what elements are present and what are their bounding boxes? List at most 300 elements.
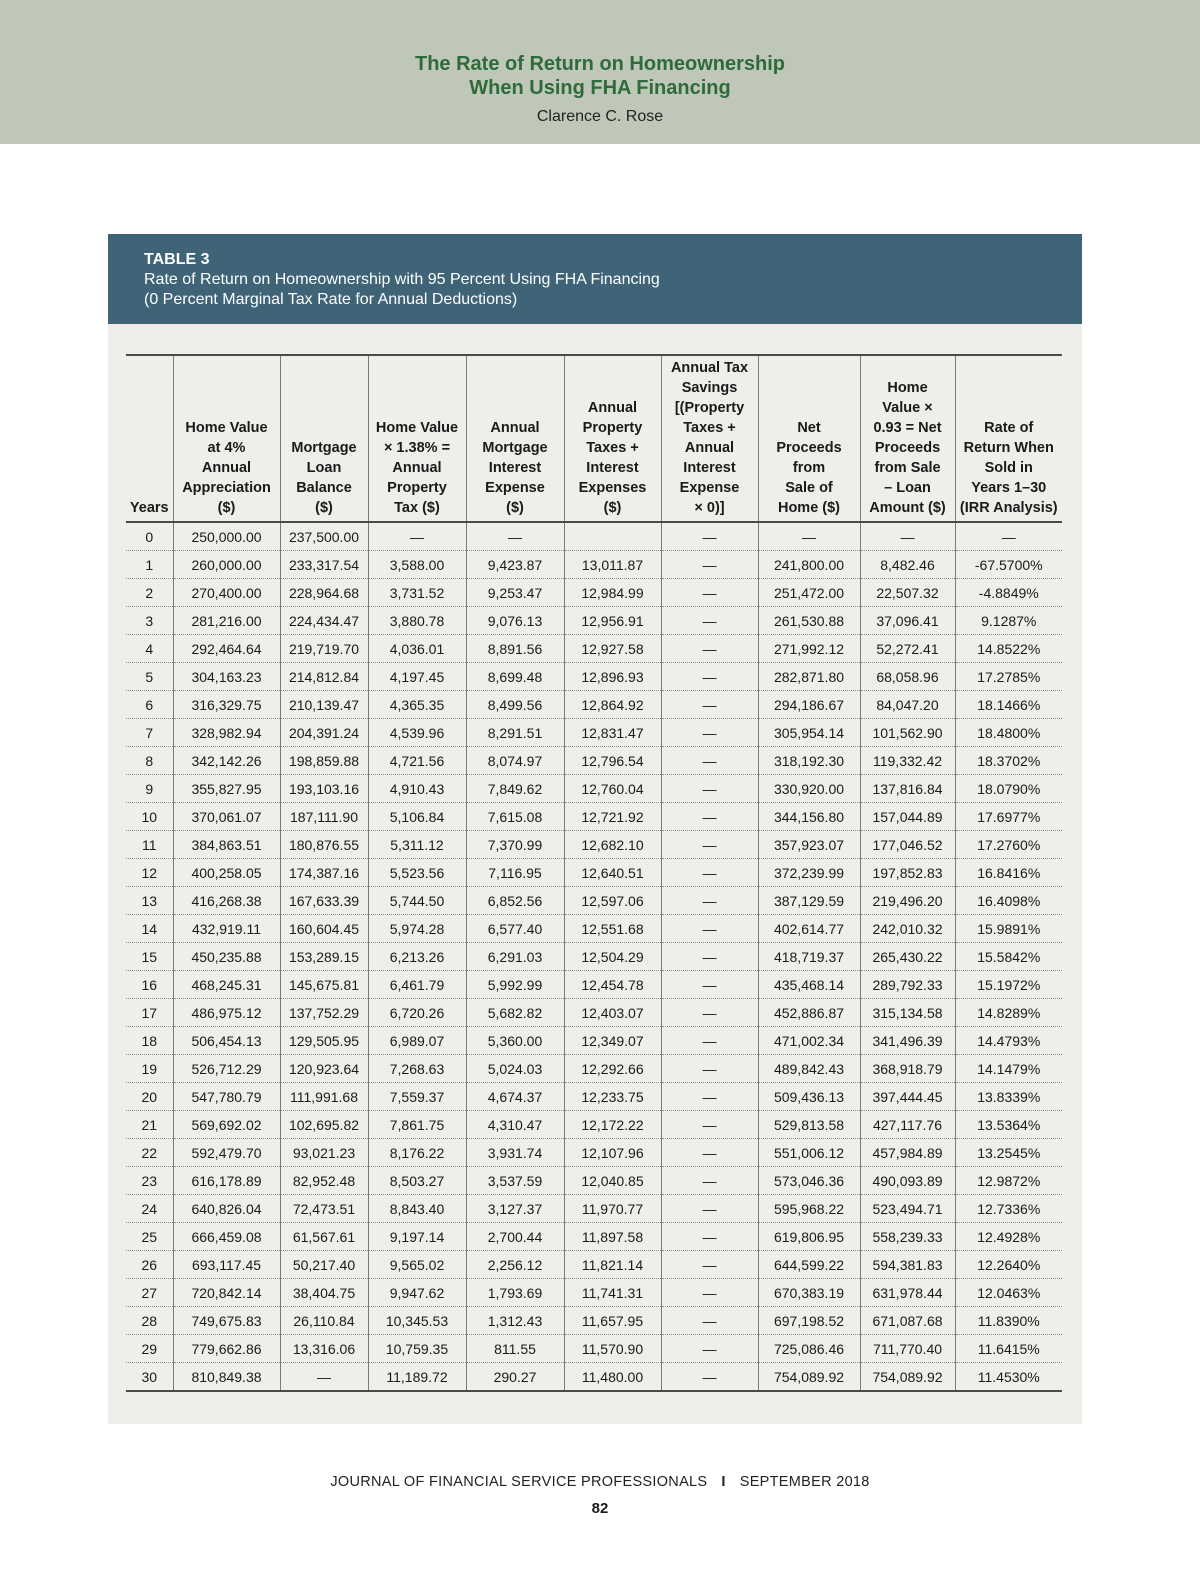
table-cell: 666,459.08 <box>173 1223 280 1251</box>
table-cell: 180,876.55 <box>280 831 368 859</box>
table-cell: 197,852.83 <box>860 859 955 887</box>
table-cell: 14.4793% <box>955 1027 1062 1055</box>
table-cell: 25 <box>126 1223 173 1251</box>
table-cell: — <box>661 1111 758 1139</box>
table-row <box>126 831 1062 859</box>
table-cell: — <box>661 943 758 971</box>
table-cell: 2,700.44 <box>466 1223 564 1251</box>
table-cell: 145,675.81 <box>280 971 368 999</box>
table-cell: 13.5364% <box>955 1111 1062 1139</box>
table-row <box>126 663 1062 691</box>
table-cell: 416,268.38 <box>173 887 280 915</box>
table-cell: 12,831.47 <box>564 719 661 747</box>
table-cell: 292,464.64 <box>173 635 280 663</box>
table-cell: 12,454.78 <box>564 971 661 999</box>
table-cell: 387,129.59 <box>758 887 860 915</box>
table-cell: 9,253.47 <box>466 579 564 607</box>
table-cell: 316,329.75 <box>173 691 280 719</box>
table-cell: 357,923.07 <box>758 831 860 859</box>
table-cell: 631,978.44 <box>860 1279 955 1307</box>
table-cell: — <box>661 1223 758 1251</box>
table-cell: 7,615.08 <box>466 803 564 831</box>
table-cell: 8,482.46 <box>860 551 955 579</box>
table-cell: 11 <box>126 831 173 859</box>
table-cell: 8,291.51 <box>466 719 564 747</box>
table-cell: 28 <box>126 1307 173 1335</box>
table-row <box>126 1335 1062 1363</box>
table-cell: 12,896.93 <box>564 663 661 691</box>
table-cell: 11,741.31 <box>564 1279 661 1307</box>
table-cell: 14.1479% <box>955 1055 1062 1083</box>
column-header: Rate of Return When Sold in Years 1–30 (IRR Analysis) <box>955 355 1062 522</box>
table-cell: 12,682.10 <box>564 831 661 859</box>
table-cell: 341,496.39 <box>860 1027 955 1055</box>
table-cell: 595,968.22 <box>758 1195 860 1223</box>
table-cell: 471,002.34 <box>758 1027 860 1055</box>
table-cell: 265,430.22 <box>860 943 955 971</box>
table-cell: 13.2545% <box>955 1139 1062 1167</box>
table-cell: 11,480.00 <box>564 1363 661 1392</box>
table-cell: 27 <box>126 1279 173 1307</box>
table-cell: 2 <box>126 579 173 607</box>
table-cell: 811.55 <box>466 1335 564 1363</box>
table-cell: — <box>661 579 758 607</box>
table-cell: 30 <box>126 1363 173 1392</box>
table-cell: 0 <box>126 522 173 551</box>
table-cell: 12,721.92 <box>564 803 661 831</box>
table-cell: 468,245.31 <box>173 971 280 999</box>
table-cell: 12,292.66 <box>564 1055 661 1083</box>
table-cell: 4,910.43 <box>368 775 466 803</box>
table-cell: 9,947.62 <box>368 1279 466 1307</box>
table-cell: 640,826.04 <box>173 1195 280 1223</box>
table-cell: 397,444.45 <box>860 1083 955 1111</box>
table-cell: 8,176.22 <box>368 1139 466 1167</box>
table-cell: 12,349.07 <box>564 1027 661 1055</box>
table-cell: — <box>661 915 758 943</box>
table-row <box>126 1055 1062 1083</box>
table-cell: 304,163.23 <box>173 663 280 691</box>
table-cell: 17.6977% <box>955 803 1062 831</box>
column-header: Annual Mortgage Interest Expense ($) <box>466 355 564 522</box>
table-cell: — <box>661 1279 758 1307</box>
table-cell: 594,381.83 <box>860 1251 955 1279</box>
table-cell: -4.8849% <box>955 579 1062 607</box>
page-footer <box>0 1474 1200 1490</box>
table-row <box>126 943 1062 971</box>
article-title-line-2: When Using FHA Financing <box>469 77 731 99</box>
table-cell: 457,984.89 <box>860 1139 955 1167</box>
table-cell: 12.4928% <box>955 1223 1062 1251</box>
column-header: Years <box>126 355 173 522</box>
table-cell: — <box>368 522 466 551</box>
table-row <box>126 635 1062 663</box>
table-cell: 4,310.47 <box>466 1111 564 1139</box>
table-cell: — <box>280 1363 368 1392</box>
table-cell: 129,505.95 <box>280 1027 368 1055</box>
table-cell: — <box>661 691 758 719</box>
table-cell <box>564 522 661 551</box>
table-cell: 219,496.20 <box>860 887 955 915</box>
table-cell: 17.2785% <box>955 663 1062 691</box>
table-cell: 8,503.27 <box>368 1167 466 1195</box>
table-cell: — <box>661 1307 758 1335</box>
table-cell: 160,604.45 <box>280 915 368 943</box>
table-cell: 29 <box>126 1335 173 1363</box>
table-cell: 72,473.51 <box>280 1195 368 1223</box>
table-cell: 12.2640% <box>955 1251 1062 1279</box>
table-cell: 282,871.80 <box>758 663 860 691</box>
table-cell: 18 <box>126 1027 173 1055</box>
table-cell: — <box>661 663 758 691</box>
table-row <box>126 1083 1062 1111</box>
table-cell: 9,197.14 <box>368 1223 466 1251</box>
table-cell: 9,565.02 <box>368 1251 466 1279</box>
table-cell: 810,849.38 <box>173 1363 280 1392</box>
table-cell: 16.4098% <box>955 887 1062 915</box>
table-cell: 547,780.79 <box>173 1083 280 1111</box>
table-caption: Rate of Return on Homeownership with 95 Percent Using FHA Financing (0 Percent Marginal Tax Rate for Annual Deductions) <box>144 271 660 308</box>
table-cell: 82,952.48 <box>280 1167 368 1195</box>
table-cell: 12,984.99 <box>564 579 661 607</box>
table-cell: 551,006.12 <box>758 1139 860 1167</box>
table-cell: 368,918.79 <box>860 1055 955 1083</box>
table-cell: 4,365.35 <box>368 691 466 719</box>
table-cell: 558,239.33 <box>860 1223 955 1251</box>
table-cell: 711,770.40 <box>860 1335 955 1363</box>
table-cell: 9 <box>126 775 173 803</box>
table-cell: — <box>661 775 758 803</box>
table-cell: 11.4530% <box>955 1363 1062 1392</box>
table-cell: 24 <box>126 1195 173 1223</box>
table-cell: 344,156.80 <box>758 803 860 831</box>
table-cell: 214,812.84 <box>280 663 368 691</box>
table-cell: — <box>661 803 758 831</box>
table-cell: 779,662.86 <box>173 1335 280 1363</box>
table-cell: 3,731.52 <box>368 579 466 607</box>
table-cell: — <box>661 635 758 663</box>
table-cell: 14.8522% <box>955 635 1062 663</box>
article-author: Clarence C. Rose <box>536 108 664 125</box>
table-row <box>126 1279 1062 1307</box>
table-cell: 9.1287% <box>955 607 1062 635</box>
table-cell: 754,089.92 <box>860 1363 955 1392</box>
table-cell: 370,061.07 <box>173 803 280 831</box>
table-cell: 7 <box>126 719 173 747</box>
table-row <box>126 579 1062 607</box>
table-cell: 111,991.68 <box>280 1083 368 1111</box>
table-cell: 52,272.41 <box>860 635 955 663</box>
table-cell: 3,880.78 <box>368 607 466 635</box>
column-header: Mortgage Loan Balance ($) <box>280 355 368 522</box>
table-cell: — <box>661 551 758 579</box>
column-header: Home Value at 4% Annual Appreciation ($) <box>173 355 280 522</box>
table-cell: 1,793.69 <box>466 1279 564 1307</box>
table-cell: 16 <box>126 971 173 999</box>
table-cell: 198,859.88 <box>280 747 368 775</box>
table-cell: 233,317.54 <box>280 551 368 579</box>
table-cell: 418,719.37 <box>758 943 860 971</box>
table-cell: 187,111.90 <box>280 803 368 831</box>
table-cell: — <box>661 1139 758 1167</box>
table-cell: — <box>661 522 758 551</box>
table-cell: 7,861.75 <box>368 1111 466 1139</box>
table-cell: 13,316.06 <box>280 1335 368 1363</box>
table-cell: 11,189.72 <box>368 1363 466 1392</box>
table-cell: 5,024.03 <box>466 1055 564 1083</box>
table-cell: 157,044.89 <box>860 803 955 831</box>
table-cell: 754,089.92 <box>758 1363 860 1392</box>
footer-separator: I <box>721 1474 726 1490</box>
column-header: Home Value × 1.38% = Annual Property Tax ($) <box>368 355 466 522</box>
table-cell: 6,291.03 <box>466 943 564 971</box>
table-cell: 5 <box>126 663 173 691</box>
table-cell: — <box>661 1055 758 1083</box>
table-cell: 12,107.96 <box>564 1139 661 1167</box>
table-cell: 402,614.77 <box>758 915 860 943</box>
table-cell: 193,103.16 <box>280 775 368 803</box>
table-cell: 23 <box>126 1167 173 1195</box>
table-cell: — <box>661 1363 758 1392</box>
table-cell: 228,964.68 <box>280 579 368 607</box>
table-row <box>126 859 1062 887</box>
table-row <box>126 719 1062 747</box>
table-cell: 9,423.87 <box>466 551 564 579</box>
table-row <box>126 691 1062 719</box>
table-cell: — <box>661 747 758 775</box>
table-cell: 12,233.75 <box>564 1083 661 1111</box>
table-cell: 6,989.07 <box>368 1027 466 1055</box>
table-cell: 450,235.88 <box>173 943 280 971</box>
table-cell: 4 <box>126 635 173 663</box>
table-row <box>126 887 1062 915</box>
table-cell: 8,891.56 <box>466 635 564 663</box>
table-cell: 5,682.82 <box>466 999 564 1027</box>
table-cell: 12 <box>126 859 173 887</box>
table-cell: 355,827.95 <box>173 775 280 803</box>
table-cell: 6,213.26 <box>368 943 466 971</box>
table-cell: 4,721.56 <box>368 747 466 775</box>
table-cell: — <box>661 607 758 635</box>
table-cell: 251,472.00 <box>758 579 860 607</box>
table-cell: 11,821.14 <box>564 1251 661 1279</box>
table-cell: 14.8289% <box>955 999 1062 1027</box>
table-cell: 10,759.35 <box>368 1335 466 1363</box>
data-table <box>126 354 1062 1392</box>
table-cell: 61,567.61 <box>280 1223 368 1251</box>
table-cell: 400,258.05 <box>173 859 280 887</box>
table-row <box>126 775 1062 803</box>
table-cell: 5,106.84 <box>368 803 466 831</box>
table-cell: — <box>466 522 564 551</box>
table-cell: 11,970.77 <box>564 1195 661 1223</box>
table-cell: 6,461.79 <box>368 971 466 999</box>
table-cell: 2,256.12 <box>466 1251 564 1279</box>
table-cell: 204,391.24 <box>280 719 368 747</box>
column-header: Net Proceeds from Sale of Home ($) <box>758 355 860 522</box>
table-cell: 6,720.26 <box>368 999 466 1027</box>
table-cell: 12,760.04 <box>564 775 661 803</box>
table-cell: 174,387.16 <box>280 859 368 887</box>
table-cell: 5,992.99 <box>466 971 564 999</box>
table-cell: 290.27 <box>466 1363 564 1392</box>
column-header: Annual Property Taxes + Interest Expenses ($) <box>564 355 661 522</box>
table-cell: 101,562.90 <box>860 719 955 747</box>
table-cell: 6 <box>126 691 173 719</box>
table-cell: 10,345.53 <box>368 1307 466 1335</box>
table-cell: 5,523.56 <box>368 859 466 887</box>
table-header-row <box>126 355 1062 522</box>
table-cell: 224,434.47 <box>280 607 368 635</box>
table-cell: 5,360.00 <box>466 1027 564 1055</box>
table-cell: 372,239.99 <box>758 859 860 887</box>
table-cell: 342,142.26 <box>173 747 280 775</box>
table-cell: 12,864.92 <box>564 691 661 719</box>
table-row <box>126 1139 1062 1167</box>
table-cell: 305,954.14 <box>758 719 860 747</box>
table-row <box>126 999 1062 1027</box>
table-row <box>126 522 1062 551</box>
table-cell: — <box>661 971 758 999</box>
table-row <box>126 971 1062 999</box>
table-cell: 8,699.48 <box>466 663 564 691</box>
table-cell: 250,000.00 <box>173 522 280 551</box>
table-body <box>126 522 1062 1391</box>
table-row <box>126 1363 1062 1392</box>
table-cell: — <box>661 859 758 887</box>
table-cell: — <box>661 831 758 859</box>
table-cell: 18.1466% <box>955 691 1062 719</box>
table-cell: — <box>661 1167 758 1195</box>
table-cell: — <box>661 1195 758 1223</box>
table-cell: 9,076.13 <box>466 607 564 635</box>
table-cell: 12,956.91 <box>564 607 661 635</box>
table-cell: — <box>758 522 860 551</box>
table-cell: 17 <box>126 999 173 1027</box>
table-cell: 271,992.12 <box>758 635 860 663</box>
table-row <box>126 1195 1062 1223</box>
table-cell: — <box>661 1251 758 1279</box>
table-cell: 260,000.00 <box>173 551 280 579</box>
table-cell: 294,186.67 <box>758 691 860 719</box>
table-cell: 15.9891% <box>955 915 1062 943</box>
table-row <box>126 915 1062 943</box>
table-row <box>126 1307 1062 1335</box>
table-cell: 7,559.37 <box>368 1083 466 1111</box>
table-cell: 21 <box>126 1111 173 1139</box>
table-cell: 3 <box>126 607 173 635</box>
table-cell: 3,537.59 <box>466 1167 564 1195</box>
table-cell: 5,311.12 <box>368 831 466 859</box>
table-cell: 4,539.96 <box>368 719 466 747</box>
table-panel <box>108 234 1082 1424</box>
table-cell: 697,198.52 <box>758 1307 860 1335</box>
table-cell: 10 <box>126 803 173 831</box>
table-cell: 12,640.51 <box>564 859 661 887</box>
table-cell: — <box>661 999 758 1027</box>
table-cell: 616,178.89 <box>173 1167 280 1195</box>
table-cell: 12.0463% <box>955 1279 1062 1307</box>
table-cell: 242,010.32 <box>860 915 955 943</box>
table-title-bar <box>108 234 1082 324</box>
table-cell: 11,657.95 <box>564 1307 661 1335</box>
table-cell: 452,886.87 <box>758 999 860 1027</box>
table-cell: 7,268.63 <box>368 1055 466 1083</box>
journal-name: JOURNAL OF FINANCIAL SERVICE PROFESSIONALS <box>330 1474 708 1490</box>
column-header: Annual Tax Savings [(Property Taxes + Annual Interest Expense × 0)] <box>661 355 758 522</box>
table-cell: 330,920.00 <box>758 775 860 803</box>
article-title-line-1: The Rate of Return on Homeownership <box>414 53 786 75</box>
table-cell: 13 <box>126 887 173 915</box>
table-cell: 93,021.23 <box>280 1139 368 1167</box>
table-cell: 3,931.74 <box>466 1139 564 1167</box>
page-number: 82 <box>591 1500 609 1517</box>
table-cell: 490,093.89 <box>860 1167 955 1195</box>
table-cell: 22,507.32 <box>860 579 955 607</box>
table-cell: 17.2760% <box>955 831 1062 859</box>
table-cell: 26,110.84 <box>280 1307 368 1335</box>
table-cell: 153,289.15 <box>280 943 368 971</box>
table-cell: 15.5842% <box>955 943 1062 971</box>
table-cell: 14 <box>126 915 173 943</box>
table-cell: 725,086.46 <box>758 1335 860 1363</box>
table-cell: 13,011.87 <box>564 551 661 579</box>
table-cell: 8 <box>126 747 173 775</box>
table-cell: 270,400.00 <box>173 579 280 607</box>
table-cell: 592,479.70 <box>173 1139 280 1167</box>
table-cell: -67.5700% <box>955 551 1062 579</box>
table-cell: 4,197.45 <box>368 663 466 691</box>
table-cell: 671,087.68 <box>860 1307 955 1335</box>
table-cell: 529,813.58 <box>758 1111 860 1139</box>
table-cell: 506,454.13 <box>173 1027 280 1055</box>
table-cell: 427,117.76 <box>860 1111 955 1139</box>
table-cell: 281,216.00 <box>173 607 280 635</box>
table-cell: 670,383.19 <box>758 1279 860 1307</box>
table-cell: 315,134.58 <box>860 999 955 1027</box>
table-cell: 7,370.99 <box>466 831 564 859</box>
table-cell: 12.9872% <box>955 1167 1062 1195</box>
table-cell: 16.8416% <box>955 859 1062 887</box>
table-cell: — <box>661 1335 758 1363</box>
table-cell: 11,897.58 <box>564 1223 661 1251</box>
table-cell: — <box>661 887 758 915</box>
table-cell: 509,436.13 <box>758 1083 860 1111</box>
table-row <box>126 1251 1062 1279</box>
table-cell: 177,046.52 <box>860 831 955 859</box>
table-cell: 210,139.47 <box>280 691 368 719</box>
table-cell: — <box>661 1083 758 1111</box>
table-cell: 12,597.06 <box>564 887 661 915</box>
table-cell: 7,116.95 <box>466 859 564 887</box>
table-cell: 137,752.29 <box>280 999 368 1027</box>
table-cell: 619,806.95 <box>758 1223 860 1251</box>
table-row <box>126 747 1062 775</box>
table-cell: 5,974.28 <box>368 915 466 943</box>
table-cell: 219,719.70 <box>280 635 368 663</box>
table-cell: 720,842.14 <box>173 1279 280 1307</box>
table-cell: — <box>661 719 758 747</box>
table-cell: 8,843.40 <box>368 1195 466 1223</box>
table-cell: 432,919.11 <box>173 915 280 943</box>
table-cell: 261,530.88 <box>758 607 860 635</box>
table-cell: 11,570.90 <box>564 1335 661 1363</box>
table-cell: 523,494.71 <box>860 1195 955 1223</box>
table-cell: 19 <box>126 1055 173 1083</box>
table-cell: 50,217.40 <box>280 1251 368 1279</box>
table-cell: — <box>661 1027 758 1055</box>
table-cell: — <box>860 522 955 551</box>
